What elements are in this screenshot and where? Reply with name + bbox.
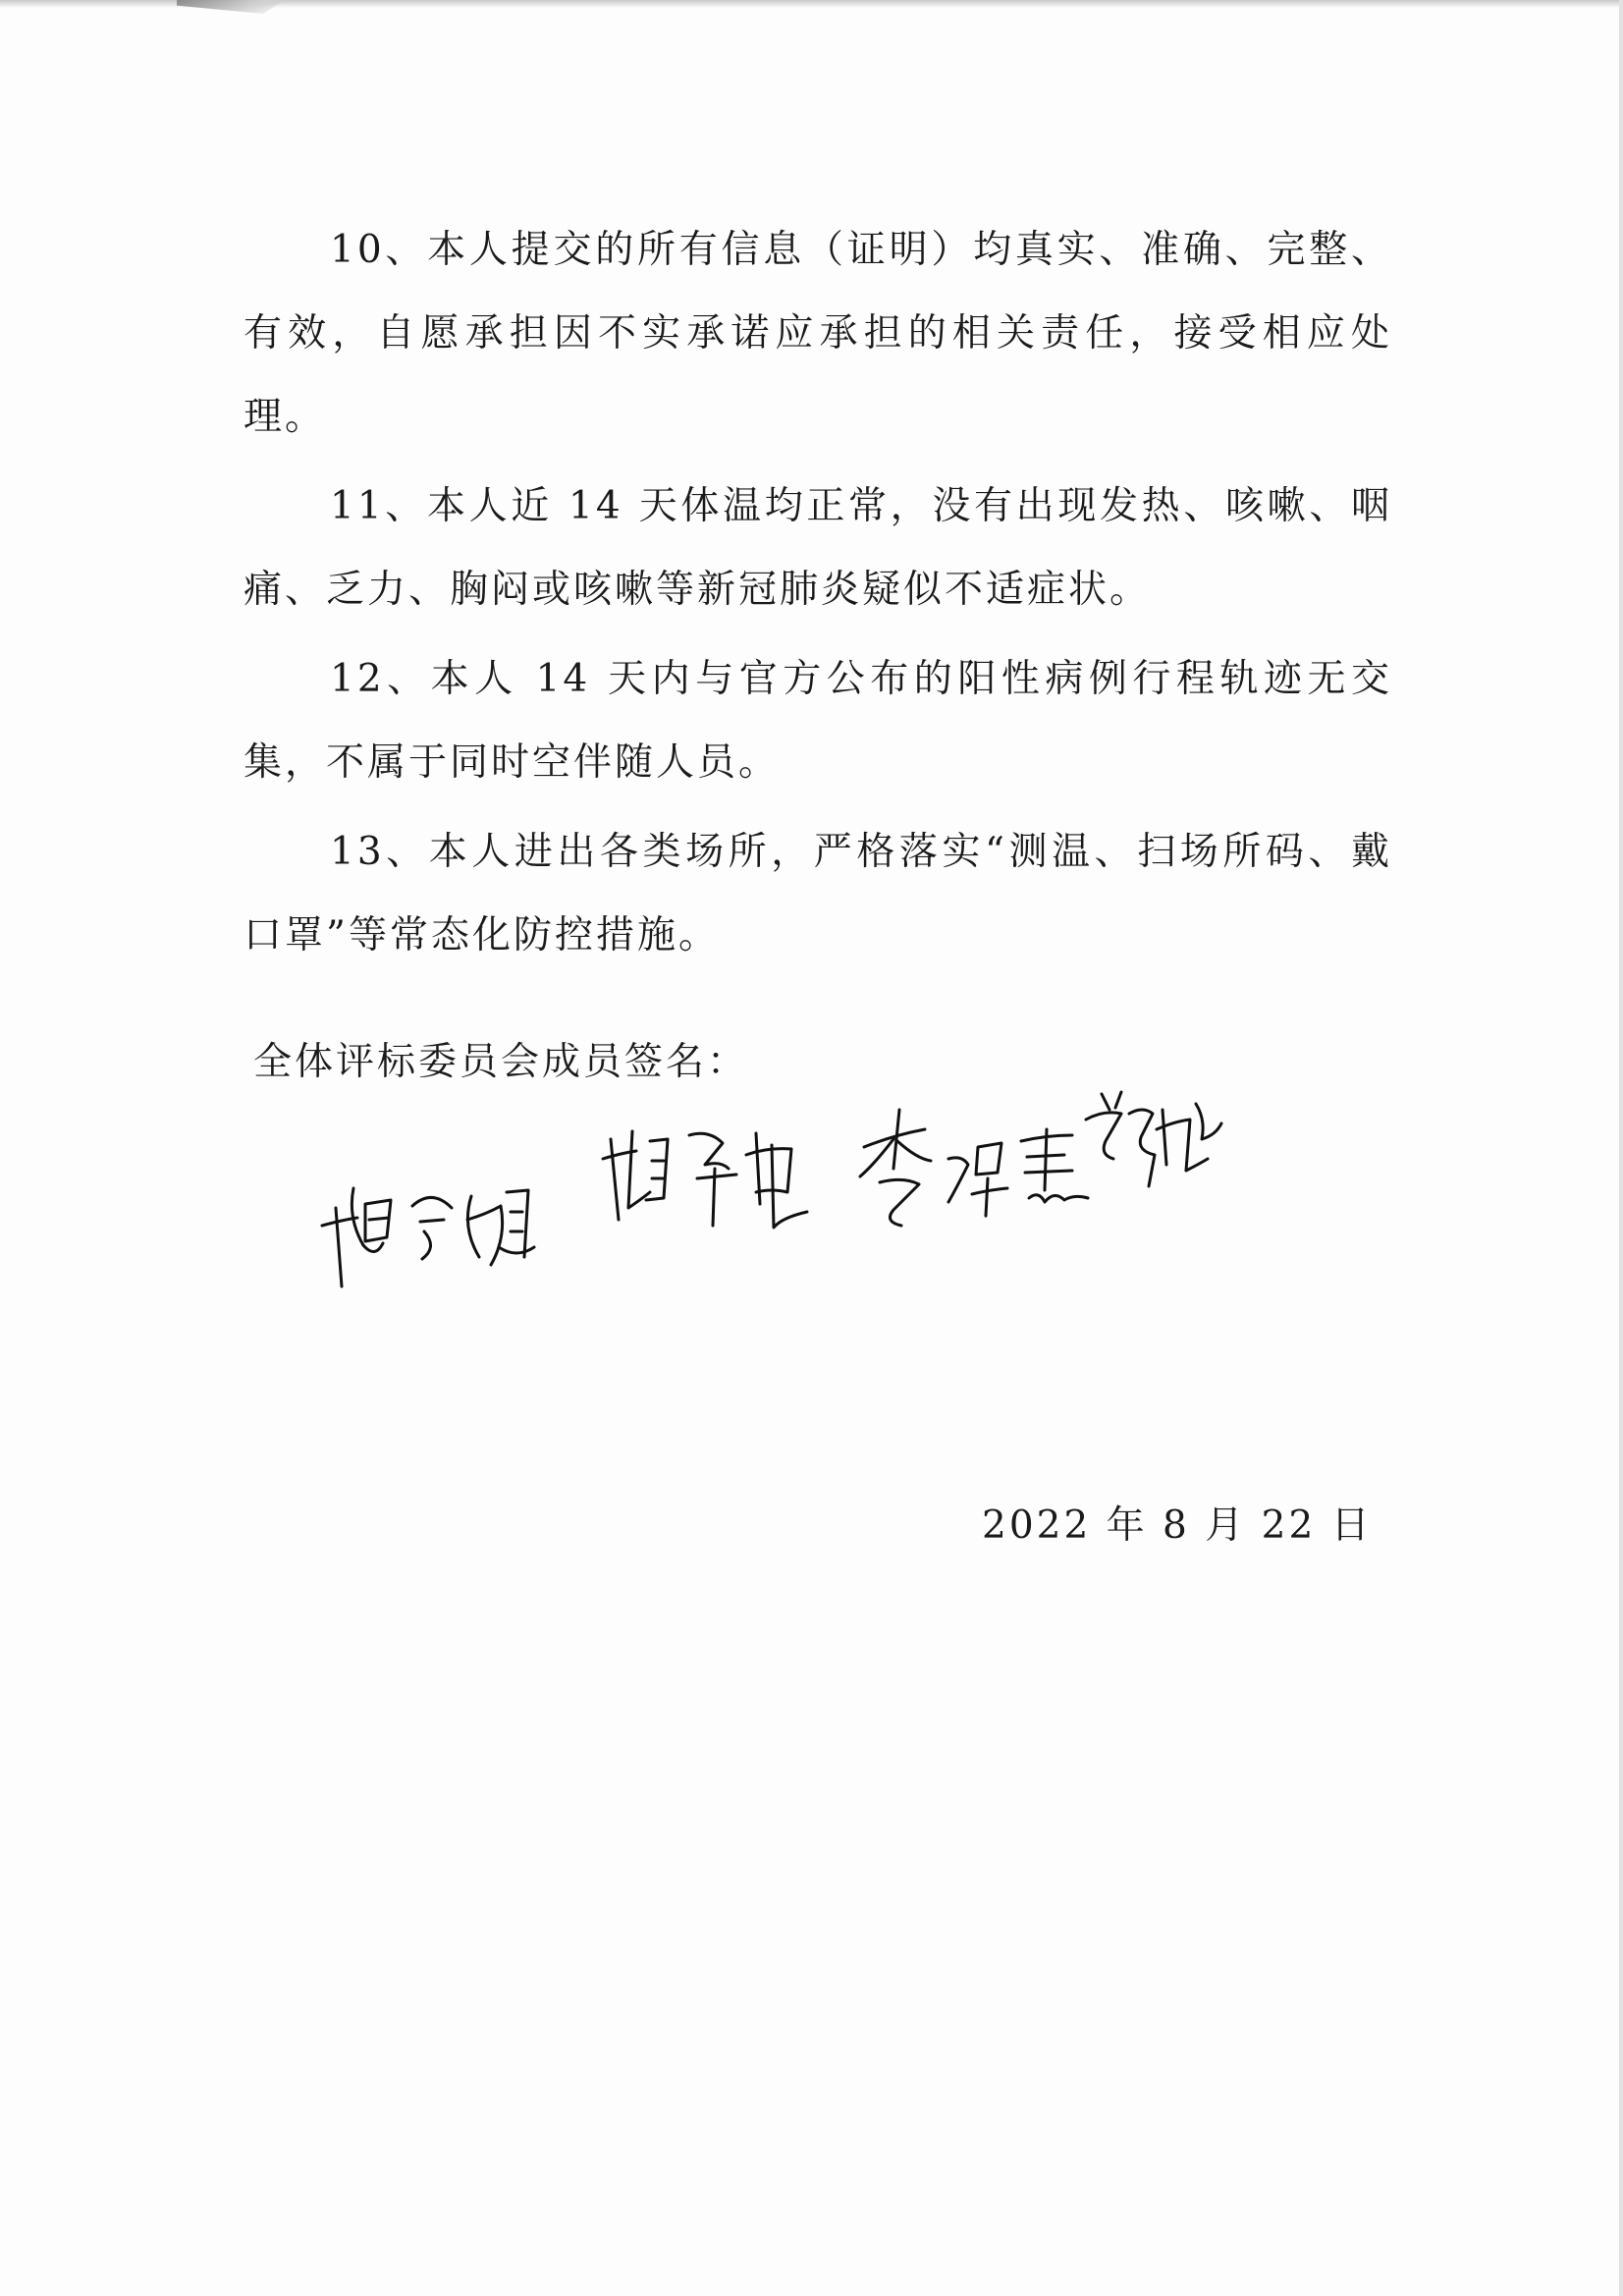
signature-area [304,1080,1227,1316]
commitment-item-11: 11、本人近 14 天体温均正常，没有出现发热、咳嗽、咽痛、乏力、胸闷或咳嗽等新冠肺炎疑似不适症状。 [243,484,1392,612]
commitment-body [243,208,1392,983]
signature-label: 全体评标委员会成员签名： [253,1040,749,1084]
scan-fold-mark [177,0,285,14]
handwritten-signature-4 [1080,1080,1227,1198]
commitment-item-12: 12、本人 14 天内与官方公布的阳性病例行程轨迹无交集，不属于同时空伴随人员。 [243,657,1392,785]
signing-date: 2022 年 8 月 22 日 [982,1503,1373,1548]
handwritten-signature-2 [599,1110,825,1237]
handwritten-signature-3 [854,1100,1109,1237]
handwritten-signature-1 [314,1149,550,1296]
commitment-item-13: 13、本人进出各类场所，严格落实“测温、扫场所码、戴口罩”等常态化防控措施。 [243,830,1392,957]
commitment-item-10: 10、本人提交的所有信息（证明）均真实、准确、完整、有效，自愿承担因不实承诺应承担的相关责任，接受相应处理。 [243,228,1392,439]
scan-right-edge [1619,0,1623,2296]
